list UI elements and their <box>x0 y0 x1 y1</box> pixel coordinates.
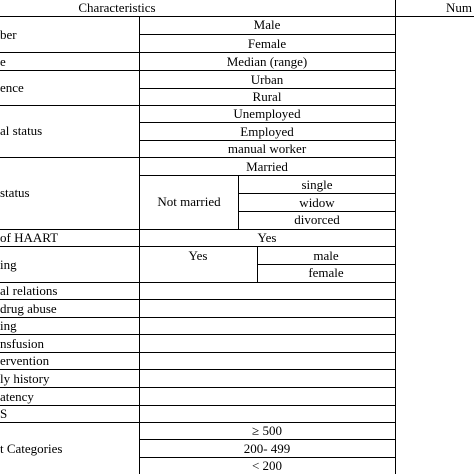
label-intervention: ervention <box>0 353 50 368</box>
rule-residence-bottom <box>0 105 395 106</box>
value-partner-yes: Yes <box>188 248 208 263</box>
label-categories: t Categories <box>0 441 63 456</box>
value-unemployed: Unemployed <box>233 106 301 121</box>
rule-haart-bottom <box>0 246 395 247</box>
rule-family-bottom <box>0 387 395 388</box>
rule-r3-bottom <box>0 334 395 335</box>
value-partner-male: male <box>313 248 339 263</box>
header-number: Num <box>446 0 472 15</box>
value-median-range: Median (range) <box>226 54 308 69</box>
value-partner-female: female <box>308 265 344 280</box>
label-family-history: ly history <box>0 371 50 386</box>
rule-age-bottom <box>0 70 395 71</box>
label-age: e <box>0 54 6 69</box>
rule-single-bottom <box>238 193 395 194</box>
divider-not-married <box>238 175 239 229</box>
value-single: single <box>301 177 333 192</box>
rule-s-bottom <box>0 422 395 423</box>
label-transfusion: nsfusion <box>0 336 45 351</box>
value-widow: widow <box>299 195 335 210</box>
value-married: Married <box>246 159 288 174</box>
rule-drug-bottom <box>0 317 395 318</box>
header-characteristics: Characteristics <box>78 0 156 15</box>
label-partner: ing <box>0 257 17 272</box>
rule-marital-bottom <box>0 229 395 230</box>
value-employed: Employed <box>240 124 294 139</box>
rule-header-bottom <box>0 16 474 17</box>
value-haart-yes: Yes <box>257 230 277 245</box>
value-not-married: Not married <box>157 194 221 209</box>
divider-right-column <box>395 0 396 474</box>
rule-intervention-bottom <box>0 369 395 370</box>
label-marital-status: status <box>0 185 30 200</box>
label-row-ing: ing <box>0 318 17 333</box>
rule-transfusion-bottom <box>0 352 395 353</box>
rule-latency-bottom <box>0 405 395 406</box>
value-cd4-200-499: 200- 499 <box>243 441 291 456</box>
value-cd4-ge500: ≥ 500 <box>252 423 282 438</box>
label-haart: of HAART <box>0 230 59 245</box>
rule-sexual-bottom <box>0 299 395 300</box>
value-rural: Rural <box>252 89 282 104</box>
value-male: Male <box>253 17 281 32</box>
rule-gender-bottom <box>0 52 395 53</box>
value-female: Female <box>247 36 287 51</box>
value-manual-worker: manual worker <box>227 141 307 156</box>
rule-partner-bottom <box>0 282 395 283</box>
label-latency: atency <box>0 389 34 404</box>
rule-occupation-bottom <box>0 157 395 158</box>
rule-married-bottom <box>139 175 395 176</box>
label-residence: ence <box>0 80 24 95</box>
label-gender: ber <box>0 27 17 42</box>
label-drug-abuse: drug abuse <box>0 301 57 316</box>
value-cd4-lt200: < 200 <box>251 458 283 473</box>
label-occupational-status: al status <box>0 123 43 138</box>
label-s-row: S <box>0 406 8 421</box>
value-urban: Urban <box>250 72 284 87</box>
rule-unemployed-bottom <box>139 122 395 123</box>
rule-male-bottom <box>139 34 395 35</box>
rule-ge500-bottom <box>139 439 395 440</box>
label-sexual-relations: al relations <box>0 283 58 298</box>
value-divorced: divorced <box>294 212 340 227</box>
